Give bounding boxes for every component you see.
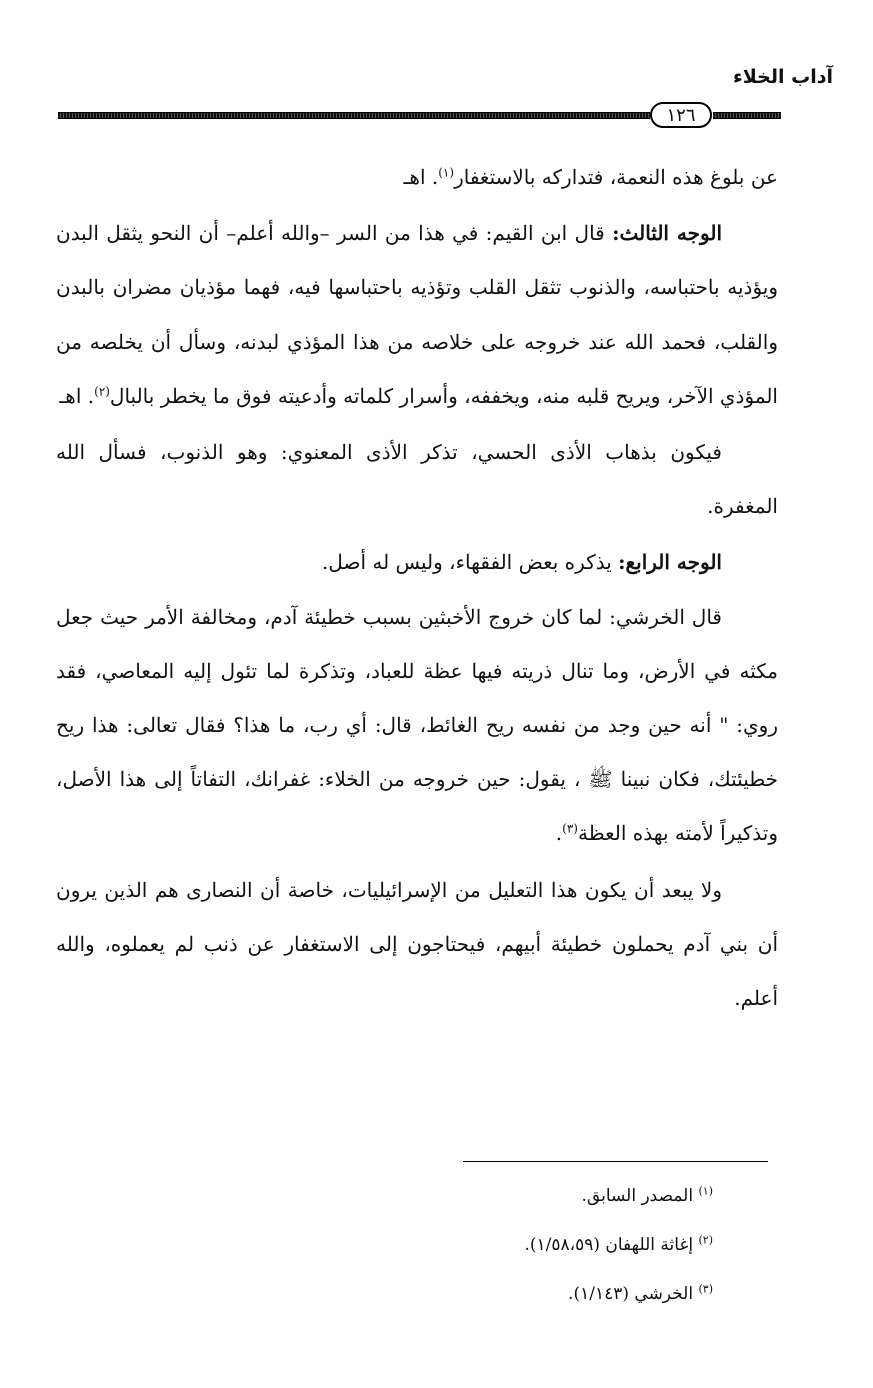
paragraph-1 xyxy=(56,150,778,204)
footnote-text: المصدر السابق. xyxy=(581,1186,699,1206)
paragraph-tail: . xyxy=(555,821,563,846)
paragraph-3: فيكون بذهاب الأذى الحسي، تذكر الأذى المعنوي: وهو الذنوب، فسأل الله المغفرة. xyxy=(56,440,778,519)
page-number: ١٢٦ xyxy=(650,102,712,128)
paragraph-text: قال ابن القيم: في هذا من السر –والله أعلم– أن النحو يثقل البدن ويؤذيه باحتباسه، والذنوب تثقل القلب وتؤذيه باحتباسها فيه، فهما مؤذيان مضران بالبدن والقلب، فحمد الله عند خروجه على خلاصه من هذا المؤذي لبدنه، وسأل أن يخلصه من المؤذي الآخر، ويريح قلبه منه، ويخففه، وأسرار كلماته وأدعيته فوق ما يخطر بالبال xyxy=(56,221,778,408)
paragraph-5 xyxy=(56,590,778,861)
footnote-ref: (٢) xyxy=(94,384,110,399)
footnotes xyxy=(153,1172,713,1319)
footnote-text: إغاثة اللهفان (١/٥٨،٥٩). xyxy=(524,1235,699,1255)
footnote-separator xyxy=(463,1161,768,1162)
footnote-marker: (١) xyxy=(698,1184,713,1198)
header-rule-left xyxy=(58,112,650,119)
footnote-text: الخرشي (١/١٤٣). xyxy=(568,1284,699,1304)
footnote-1 xyxy=(153,1172,713,1221)
paragraph-text: عن بلوغ هذه النعمة، فتداركه بالاستغفار xyxy=(454,165,778,189)
running-title: آداب الخلاء xyxy=(733,66,833,88)
paragraph-2 xyxy=(56,206,778,423)
paragraph-text: يذكره بعض الفقهاء، وليس له أصل. xyxy=(321,550,619,575)
main-text xyxy=(56,150,778,1025)
footnote-3 xyxy=(153,1270,713,1319)
footnote-2 xyxy=(153,1221,713,1270)
section-heading: الوجه الثالث: xyxy=(612,221,723,246)
footnote-marker: (٣) xyxy=(698,1282,713,1296)
paragraph-4 xyxy=(56,535,778,589)
header-rule-right xyxy=(713,112,781,119)
footnote-ref: (٣) xyxy=(562,821,578,836)
paragraph-text: قال الخرشي: لما كان خروج الأخبثين بسبب خطيئة آدم، ومخالفة الأمر حيث جعل مكثه في الأرض، وما تنال ذريته فيها عظة للعباد، وتذكرة لما تئول إليه المعاصي، فقد روي: " أنه حين وجد من نفسه ريح الغائط، قال: أي رب، ما هذا؟ فقال تعالى: هذا ريح خطيئتك، فكان نبينا ﷺ ، يقول: حين خروجه من الخلاء: غفرانك، التفاتاً إلى هذا الأصل، وتذكيراً لأمته بهذه العظة xyxy=(56,604,778,846)
footnote-ref: (١) xyxy=(438,165,455,180)
paragraph-6: ولا يبعد أن يكون هذا التعليل من الإسرائيليات، خاصة أن النصارى هم الذين يرون أن بني آدم يحملون خطيئة أبيهم، فيحتاجون إلى الاستغفار عن ذنب لم يعملوه، والله أعلم. xyxy=(56,877,778,1011)
section-heading: الوجه الرابع: xyxy=(618,550,722,575)
footnote-marker: (٢) xyxy=(698,1233,713,1247)
paragraph-tail: . اهـ xyxy=(59,383,95,408)
paragraph-tail: . اهـ xyxy=(403,165,439,189)
